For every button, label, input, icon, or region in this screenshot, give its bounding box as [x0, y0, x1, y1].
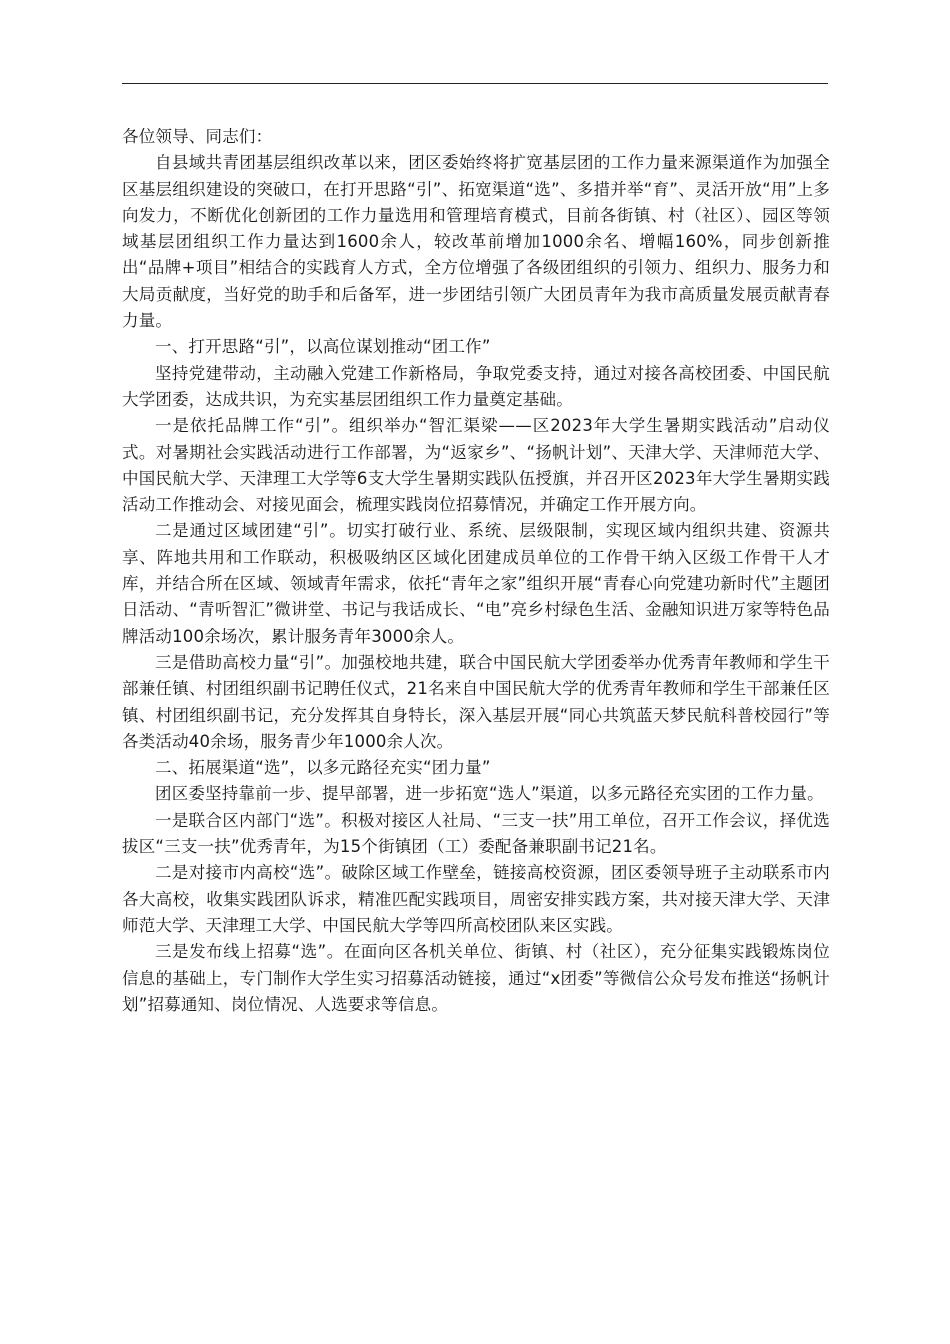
- paragraph-section-2-item-1: 一是联合区内部门“选”。积极对接区人社局、“三支一扶”用工单位，召开工作会议，择优选拔区“三支一扶”优秀青年，为15个街镇团（工）委配备兼职副书记21名。: [122, 810, 830, 857]
- paragraph-section-2-item-2: 二是对接市内高校“选”。破除区域工作壁垒，链接高校资源，团区委领导班子主动联系市内各大高校，收集实践团队诉求，精准匹配实践项目，周密安排实践方案，共对接天津大学、天津师范大学、天津理工大学、中国民航大学等四所高校团队来区实践。: [122, 863, 830, 935]
- paragraph-section-2-item-3: 三是发布线上招募“选”。在面向区各机关单位、街镇、村（社区），充分征集实践锻炼岗位信息的基础上，专门制作大学生实习招募活动链接，通过“x团委”等微信公众号发布推送“扬帆计划”招募通知、岗位情况、人选要求等信息。: [122, 942, 830, 1014]
- salutation: 各位领导、同志们：: [122, 127, 273, 146]
- section-heading-1: 一、打开思路“引”，以高位谋划推动“团工作”: [155, 337, 491, 357]
- paragraph-section-1-item-3: 三是借助高校力量“引”。加强校地共建，联合中国民航大学团委举办优秀青年教师和学生干部兼任镇、村团组织副书记聘任仪式，21名来自中国民航大学的优秀青年教师和学生干部兼任区镇、村团组织副书记，充分发挥其自身特长，深入基层开展“同心共筑蓝天梦民航科普校园行”等各类活动40余场，服务青少年1000余人次。: [122, 652, 830, 751]
- paragraph-section-1-summary: 坚持党建带动，主动融入党建工作新格局，争取党委支持，通过对接各高校团委、中国民航大学团委，达成共识，为充实基层团组织工作力量奠定基础。: [122, 363, 830, 409]
- header-divider: [122, 83, 828, 84]
- paragraph-section-1-item-1: 一是依托品牌工作“引”。组织举办“智汇渠梁——区2023年大学生暑期实践活动”启动仪式。对暑期社会实践活动进行工作部署，为“返家乡”、“扬帆计划”、天津大学、天津师范大学、中国民航大学、天津理工大学等6支大学生暑期实践队伍授旗，并召开区2023年大学生暑期实践活动工作推动会、对接见面会，梳理实践岗位招募情况，并确定工作开展方向。: [122, 416, 830, 515]
- section-heading-2: 二、拓展渠道“选”，以多元路径充实“团力量”: [155, 758, 491, 778]
- paragraph-section-2-summary: 团区委坚持靠前一步、提早部署，进一步拓宽“选人”渠道，以多元路径充实团的工作力量。: [155, 784, 824, 804]
- document-body: [122, 124, 830, 1018]
- paragraph-intro: 自县域共青团基层组织改革以来，团区委始终将扩宽基层团的工作力量来源渠道作为加强全区基层组织建设的突破口，在打开思路“引”、拓宽渠道“选”、多措并举“育”、灵活开放“用”上多向发力，不断优化创新团的工作力量选用和管理培育模式，目前各街镇、村（社区）、园区等领域基层团组织工作力量达到1600余人，较改革前增加1000余名、增幅160%，同步创新推出“品牌+项目”相结合的实践育人方式，全方位增强了各级团组织的引领力、组织力、服务力和大局贡献度，当好党的助手和后备军，进一步团结引领广大团员青年为我市高质量发展贡献青春力量。: [122, 153, 830, 331]
- paragraph-section-1-item-2: 二是通过区域团建“引”。切实打破行业、系统、层级限制，实现区域内组织共建、资源共享、阵地共用和工作联动，积极吸纳区区域化团建成员单位的工作骨干纳入区级工作骨干人才库，并结合所在区域、领域青年需求，依托“青年之家”组织开展“青春心向党建功新时代”主题团日活动、“青听智汇”微讲堂、书记与我话成长、“电”亮乡村绿色生活、金融知识进万家等特色品牌活动100余场次，累计服务青年3000余人。: [122, 521, 830, 646]
